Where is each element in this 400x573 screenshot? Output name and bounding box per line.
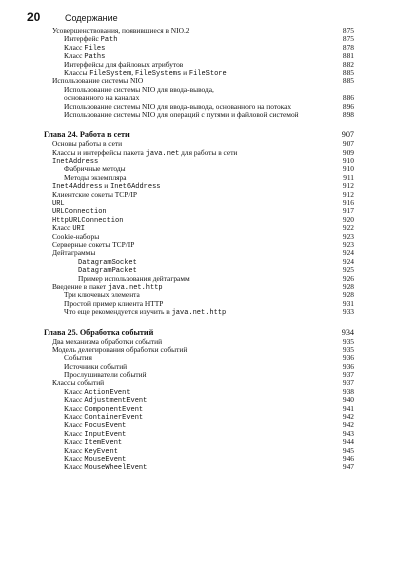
title-text: Фабричные методы	[64, 164, 126, 174]
toc-page-number: 938	[342, 386, 354, 396]
title-text: Cookie-наборы	[52, 231, 100, 241]
title-text: Пример использования дейтаграмм	[78, 273, 190, 283]
toc-page-number: 942	[342, 412, 354, 422]
title-text: Серверные сокеты TCP/IP	[52, 239, 135, 249]
title-text: Источники событий	[64, 361, 128, 371]
title-text: и	[181, 67, 189, 77]
toc-page-number: 907	[342, 139, 354, 149]
toc-page-number: 896	[342, 101, 354, 111]
title-text: Интерфейсы для файловых атрибутов	[64, 59, 184, 69]
toc-entry	[44, 44, 354, 52]
code-text: ContainerEvent	[84, 414, 144, 423]
title-text: Два механизма обработки событий	[52, 336, 163, 346]
toc-page-number: 935	[342, 344, 354, 354]
toc-entry	[44, 405, 354, 413]
toc-page-number: 911	[343, 172, 354, 182]
toc-entry	[44, 61, 354, 69]
toc-page-number: 933	[342, 307, 354, 317]
toc-entry-title	[52, 249, 95, 257]
toc-entry	[44, 216, 354, 224]
code-text: Inet4Address	[52, 183, 103, 192]
code-text: AdjustmentEvent	[84, 397, 148, 406]
code-text: FileStore	[188, 69, 227, 78]
toc-page-number: 936	[342, 361, 354, 371]
toc-page-number: 931	[342, 298, 354, 308]
toc-entry-title	[64, 308, 226, 317]
toc-entry	[44, 463, 354, 471]
toc-page-number: 885	[342, 76, 354, 86]
toc-page-number: 925	[342, 265, 354, 275]
toc-page-number: 922	[342, 223, 354, 233]
toc-entry	[44, 413, 354, 421]
toc-page-number: 912	[342, 181, 354, 191]
toc-page-number: 910	[342, 156, 354, 166]
toc-entry	[44, 438, 354, 446]
title-text: Что еще рекомендуется изучить в	[64, 307, 172, 317]
code-text: URL	[52, 200, 65, 209]
title-text: Класс	[64, 445, 85, 455]
toc-entry	[44, 455, 354, 463]
toc-page-number: 912	[342, 189, 354, 199]
page-number: 20	[27, 10, 41, 24]
title-text: Три ключевых элемента	[64, 290, 140, 300]
title-text: основанного на каналах	[64, 93, 140, 103]
toc-page-number: 928	[342, 281, 354, 291]
toc-page-number: 941	[342, 403, 354, 413]
code-text: Paths	[84, 53, 106, 62]
toc-page-number: 924	[342, 248, 354, 258]
toc-page-number: 926	[342, 273, 354, 283]
toc-entry	[44, 174, 354, 182]
title-text: Класс	[64, 51, 85, 61]
toc-page-number: 935	[342, 336, 354, 346]
toc-page-number: 946	[342, 453, 354, 463]
toc-entry-title	[52, 191, 137, 199]
toc-page-number: 943	[342, 428, 354, 438]
title-text: Класс	[64, 395, 85, 405]
toc-entry-title	[64, 111, 299, 119]
title-text: Модель делегирования обработки событий	[52, 344, 188, 354]
toc-page-number: 875	[342, 26, 354, 35]
code-text: MouseWheelEvent	[84, 464, 148, 473]
toc-page-number: 942	[342, 420, 354, 430]
toc-page-number: 928	[342, 290, 354, 300]
title-text: Класс	[64, 453, 85, 463]
title-text: Глава 25. Обработка событий	[44, 327, 154, 337]
toc-page-number: 923	[342, 239, 354, 249]
code-text: KeyEvent	[84, 447, 118, 456]
toc-page-number: 885	[342, 67, 354, 77]
title-text: Классы событий	[52, 378, 105, 388]
title-text: Интерфейс	[64, 34, 101, 44]
code-text: HttpURLConnection	[52, 216, 124, 225]
toc-entry	[44, 388, 354, 396]
title-text: Методы экземпляра	[64, 172, 127, 182]
toc-page-number: 875	[342, 34, 354, 44]
toc-page-number: 881	[342, 51, 354, 61]
title-text: Прослушиватели событий	[64, 370, 147, 380]
title-text: Класс	[64, 403, 85, 413]
toc-page-number: 910	[342, 164, 354, 174]
toc-entry	[44, 447, 354, 455]
toc-page-number: 909	[342, 147, 354, 157]
section-gap	[44, 317, 354, 328]
title-text: Использование системы NIO для операций с путями и файловой системой	[64, 109, 299, 119]
title-text: Использование системы NIO	[52, 76, 144, 86]
code-text: DatagramSocket	[78, 258, 137, 267]
title-text: Класс	[64, 462, 85, 472]
code-text: ItemEvent	[84, 439, 123, 448]
toc-page-number: 924	[342, 256, 354, 266]
toc-page-number: 944	[342, 437, 354, 447]
toc-page-number: 916	[342, 198, 354, 208]
toc-entry	[44, 308, 354, 316]
page-header	[27, 10, 118, 26]
title-text: Классы	[64, 67, 90, 77]
title-text: Класс	[64, 42, 85, 52]
code-text: URLConnection	[52, 208, 107, 217]
toc-page-number: 923	[342, 231, 354, 241]
toc-page-number: 917	[342, 206, 354, 216]
code-text: java.net.http	[171, 309, 227, 318]
title-text: Класс	[64, 386, 85, 396]
toc-entry	[44, 191, 354, 199]
code-text: FocusEvent	[84, 422, 127, 431]
code-text: MouseEvent	[84, 455, 127, 464]
code-text: URI	[72, 225, 85, 234]
toc-entry	[44, 430, 354, 438]
title-text: Введение в пакет	[52, 281, 108, 291]
title-text: и	[102, 181, 111, 191]
code-text: InputEvent	[84, 430, 127, 439]
toc-entry-title	[64, 463, 147, 472]
toc-entry	[44, 249, 354, 257]
title-text: для работы в сети	[179, 147, 238, 157]
toc-entry-title	[64, 174, 127, 182]
toc-entry	[44, 111, 354, 119]
title-text: Глава 24. Работа в сети	[44, 130, 130, 140]
toc-page-number: 920	[342, 214, 354, 224]
toc-page-number: 947	[342, 462, 354, 472]
title-text: Простой пример клиента HTTP	[64, 298, 164, 308]
toc-page-number: 882	[342, 59, 354, 69]
title-text: Дейтаграммы	[52, 248, 96, 258]
toc-entry	[44, 396, 354, 404]
title-text: ,	[131, 67, 135, 77]
title-text: Усовершенствования, появившиеся в NIO.2	[52, 26, 190, 35]
title-text: Основы работы в сети	[52, 139, 123, 149]
title-text: Использование системы NIO для ввода-вывода,	[64, 84, 214, 94]
title-text: Класс	[64, 437, 85, 447]
title-text: События	[64, 353, 92, 363]
code-text: FileSystem	[89, 69, 132, 78]
toc-page-number: 936	[342, 353, 354, 363]
code-text: FileSystems	[135, 69, 182, 78]
title-text: Клиентские сокеты TCP/IP	[52, 189, 137, 199]
running-title: Содержание	[65, 13, 118, 23]
toc-entry	[44, 207, 354, 215]
section-gap	[44, 119, 354, 130]
toc-page-number: 907	[341, 130, 354, 140]
toc-page-number: 898	[342, 109, 354, 119]
code-text: ActionEvent	[84, 388, 131, 397]
toc-entry	[44, 149, 354, 157]
code-text: InetAddress	[52, 158, 99, 167]
toc-entry	[44, 379, 354, 387]
toc-entry	[44, 35, 354, 43]
code-text: java.net	[145, 149, 180, 158]
title-text: Классы и интерфейсы пакета	[52, 147, 146, 157]
code-text: Path	[100, 36, 118, 45]
title-text: Класс	[64, 412, 85, 422]
toc-page-number: 937	[342, 378, 354, 388]
toc-page-number: 945	[342, 445, 354, 455]
toc-entry	[44, 258, 354, 266]
title-text: Класс	[64, 428, 85, 438]
title-text: Класс	[52, 223, 73, 233]
toc-entry	[44, 199, 354, 207]
code-text: Inet6Address	[110, 183, 161, 192]
toc-page-number: 934	[341, 327, 354, 337]
toc-page-number: 886	[342, 93, 354, 103]
code-text: Files	[84, 44, 106, 53]
toc-page-number: 940	[342, 395, 354, 405]
code-text: DatagramPacket	[78, 267, 137, 276]
title-text: Использование системы NIO для ввода-вывода, основанного на потоках	[64, 101, 292, 111]
code-text: java.net.http	[107, 283, 163, 292]
title-text: Класс	[64, 420, 85, 430]
table-of-contents	[44, 27, 354, 472]
toc-entry	[44, 421, 354, 429]
toc-page-number: 878	[342, 42, 354, 52]
toc-page-number: 937	[342, 370, 354, 380]
code-text: ComponentEvent	[84, 405, 144, 414]
